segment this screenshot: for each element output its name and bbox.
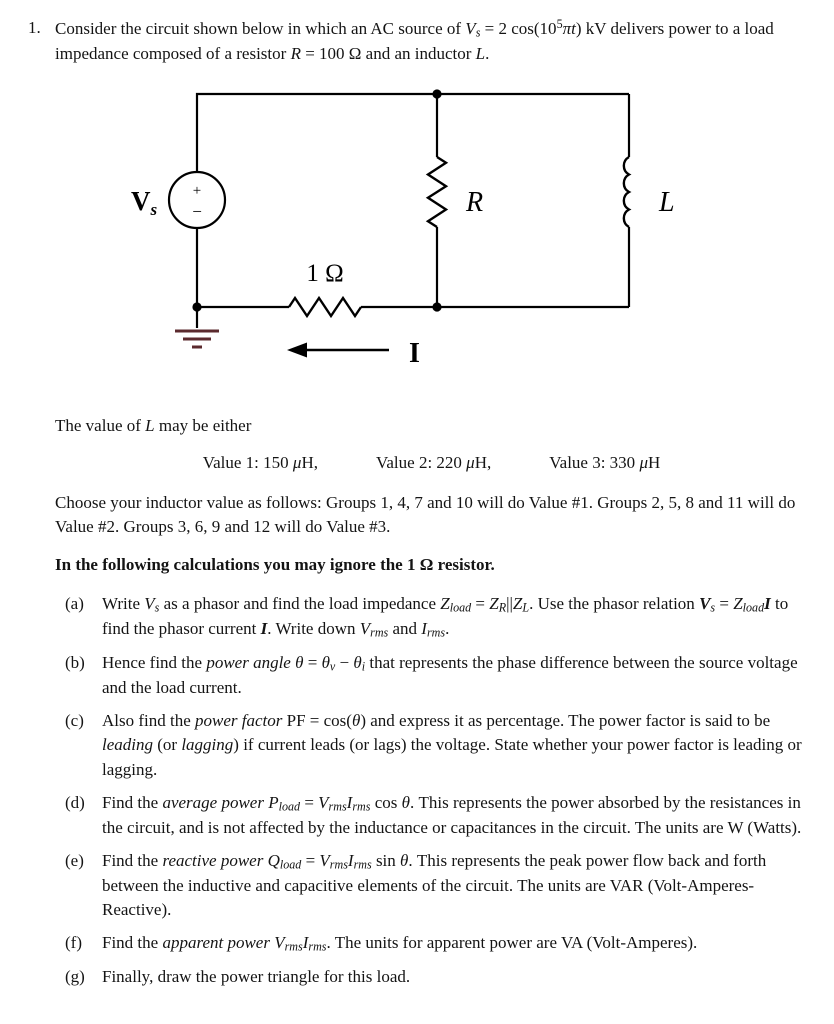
calculation-note: In the following calculations you may ignore the 1 Ω resistor. (55, 554, 495, 574)
group-assignment: Choose your inductor value as follows: Groups 1, 4, 7 and 10 will do Value #1. Groups 2, 5, 8 and 11 will do Value #2. Groups 3, 6, 9 and 12 will do Value #3. (55, 493, 796, 537)
question-label: (g) (65, 967, 85, 987)
current-arrow (287, 343, 389, 358)
question-text: Also find the power factor PF = cos(θ) and express it as percentage. The power factor is said to be leading (or lagging) if current leads (or lags) the voltage. State whether your power factor is leading or lagging. (102, 710, 802, 779)
value-option-2: Value 2: 220 μH, (375, 452, 492, 472)
question-text: Find the average power $P_{load} = V_{rms}I_{rms}$ cos θ. This represents the power absorbed by the resistances in the circuit, and is not affected by the inductance or capacitances in the circuit. The units are W (Watts). (102, 792, 802, 837)
current-arrowhead-icon (287, 343, 307, 358)
small-resistor-label: 1 Ω (306, 260, 344, 288)
question-label: (a) (65, 593, 84, 613)
source-minus-sign: − (192, 202, 202, 222)
question-label: (d) (65, 792, 85, 812)
circuit-diagram (97, 82, 808, 391)
current-label: I (409, 338, 420, 370)
question-item-a (65, 592, 808, 642)
question-item-f (65, 931, 808, 956)
question-list (65, 592, 808, 990)
junction-dot-top (432, 90, 441, 99)
circuit-svg (97, 82, 745, 384)
wire-top (197, 94, 629, 172)
source-label: Vs (131, 186, 158, 220)
problem-body (55, 16, 808, 990)
source-plus-sign: + (192, 183, 202, 200)
question-item-c (65, 709, 808, 782)
l-value-intro: The value of L may be either (55, 415, 252, 435)
question-text: Finally, draw the power triangle for this load. (102, 967, 411, 987)
question-text: Write $V_s$ as a phasor and find the load impedance $Z_{load} = Z_R||Z_L$. Use the phasor relation $V_s = Z_{load}I$ to find the phasor current I. Write down $V_{rms}$ and $I_{rms}$. (102, 593, 789, 640)
question-label: (b) (65, 652, 85, 672)
question-item-g (65, 965, 808, 989)
resistor-r-zigzag (428, 157, 446, 227)
circuit-wires (169, 94, 629, 328)
question-text: Hence find the power angle $\theta = \theta_v - \theta_i$ that represents the phase difference between the source voltage and the load current. (102, 652, 798, 697)
inductor-label: L (659, 187, 675, 219)
question-label: (c) (65, 710, 84, 730)
question-label: (e) (65, 850, 84, 870)
question-item-b (65, 651, 808, 700)
question-text: Find the reactive power $Q_{load} = V_{rms}I_{rms}$ sin θ. This represents the peak power flow back and forth between the inductive and capacitive elements of the circuit. The units are VAR (Volt-Amperes-Reactive). (102, 850, 767, 920)
value-option-3: Value 3: 330 μH (549, 452, 661, 472)
junction-dot-left (192, 303, 201, 312)
problem-intro: Consider the circuit shown below in which an AC source of $V_s = 2$ $\cos(10^5\pi t)$ kV delivers power to a load impedance composed of a resistor R = 100 Ω and an inductor L. (55, 17, 774, 63)
junction-dot-bottom (432, 303, 441, 312)
question-item-e (65, 849, 808, 922)
question-item-d (65, 791, 808, 840)
ground-icon (175, 331, 219, 347)
problem-1 (28, 16, 808, 990)
l-value-options (55, 451, 808, 475)
inductor-l-coil (624, 157, 629, 227)
resistor-1ohm-zigzag (289, 298, 361, 316)
value-option-1: Value 1: 150 μH, (202, 452, 318, 472)
resistor-label: R (466, 187, 484, 219)
question-label: (f) (65, 933, 82, 953)
problem-number: 1. (28, 18, 41, 37)
question-text: Find the apparent power $V_{rms}I_{rms}$. The units for apparent power are VA (Volt-Amperes). (102, 933, 698, 955)
